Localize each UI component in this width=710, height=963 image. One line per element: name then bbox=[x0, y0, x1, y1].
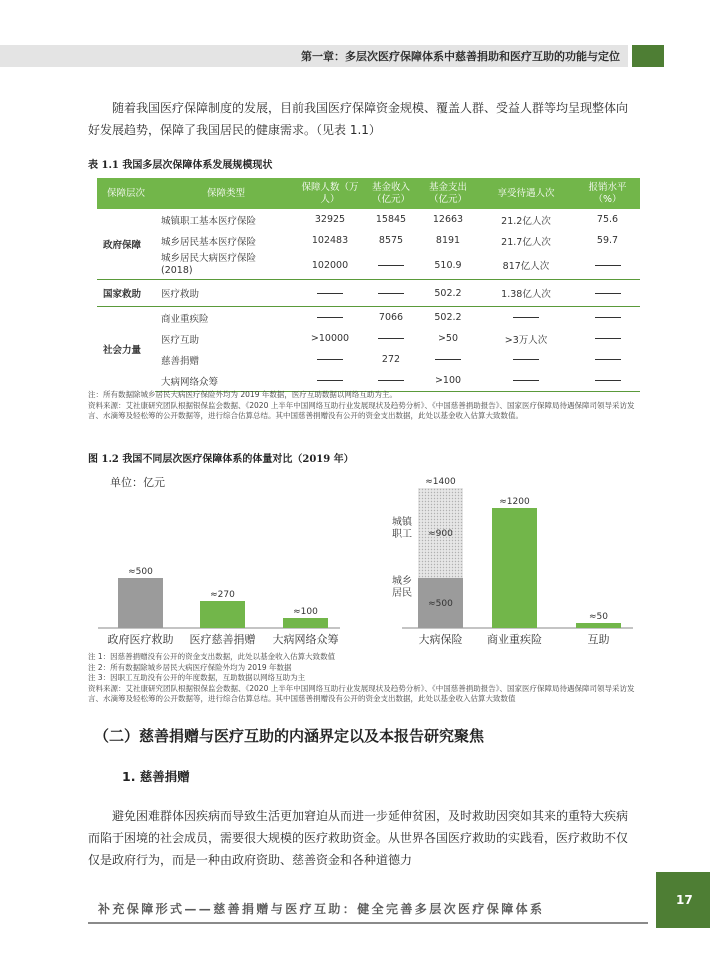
dash-cell bbox=[575, 349, 640, 370]
cell bbox=[155, 251, 297, 280]
cell: 城乡居民基本医疗保险 bbox=[161, 236, 257, 248]
cell: 502.2 bbox=[419, 280, 477, 307]
group-government: 政府保障 bbox=[103, 240, 142, 251]
figure-note: 资料来源：艾社康研究团队根据银保监会数据、《2020 上半年中国网络互助行业发展现状及趋势分析》、《中国慈善捐助报告》、国家医疗保障局待遇保障司领导采访发言、水滴筹及轻松筹的公开数据等，进行综合估算总结。其中国慈善捐赠没有公开的资金支出数据，此处以基金收入估算大致数值 bbox=[88, 683, 635, 703]
figure-note: 注 1：因慈善捐赠没有公开的资金支出数据，此处以基金收入估算大致数值 bbox=[88, 652, 336, 661]
table-note: 资料来源：艾社康研究团队根据银保监会数据、《2020 上半年中国网络互助行业发展现状及趋势分析》、《中国慈善捐助报告》、国家医疗保障局待遇保障司领导采访发言、水滴筹及轻松筹的公开数据等，进行综合估算总结。其中国慈善捐赠没有公开的资金支出数据，此处以基金收入估算大致数值。 bbox=[88, 400, 635, 420]
value-label: ≈270 bbox=[210, 590, 235, 600]
table-note: 注：所有数据除城乡居民大病医疗保险外均为 2019 年数据，医疗互助数据以网络互助为主。 bbox=[88, 390, 397, 399]
header-tab bbox=[632, 45, 664, 67]
table-row bbox=[97, 307, 640, 329]
bar bbox=[118, 578, 163, 628]
unit-label: 单位：亿元 bbox=[110, 476, 165, 489]
bar bbox=[200, 601, 245, 628]
volume-comparison-chart bbox=[88, 470, 648, 650]
segment-label-top: ≈900 bbox=[428, 529, 453, 539]
series-label-urban-worker: 城镇职工 bbox=[392, 517, 412, 540]
dash-cell bbox=[363, 280, 419, 307]
cell: 12663 bbox=[432, 214, 464, 225]
dash-cell bbox=[297, 280, 363, 307]
dash-cell bbox=[575, 307, 640, 329]
figure-note: 注 3：因职工互助没有公开的年度数据，互助数据以网络互助为主 bbox=[88, 673, 306, 682]
col-header: 享受待遇人次 bbox=[477, 178, 575, 209]
cell: 慈善捐赠 bbox=[161, 355, 200, 367]
cell: 102000 bbox=[311, 259, 349, 271]
dash-cell bbox=[477, 349, 575, 370]
cell: 7066 bbox=[363, 307, 419, 329]
cell: >3万人次 bbox=[504, 334, 548, 346]
dash-cell bbox=[363, 251, 419, 280]
cell: 21.7亿人次 bbox=[501, 236, 551, 248]
cell: 医疗互助 bbox=[161, 334, 200, 346]
figure-caption: 图 1.2 我国不同层次医疗保障体系的体量对比（2019 年） bbox=[88, 454, 354, 465]
intro-paragraph: 随着我国医疗保障制度的发展，目前我国医疗保障资金规模、覆盖人群、受益人群等均呈现整体向好发展趋势，保障了我国居民的健康需求。（见表 1.1） bbox=[88, 101, 629, 137]
value-label: ≈100 bbox=[293, 607, 318, 617]
cell-line: (2018) bbox=[161, 265, 193, 276]
table-row bbox=[97, 251, 640, 280]
cell: 大病网络众筹 bbox=[155, 370, 297, 392]
dash-cell bbox=[297, 307, 363, 329]
category-label: 大病网络众筹 bbox=[272, 633, 339, 646]
dash-cell bbox=[297, 370, 363, 392]
page-number: 17 bbox=[676, 893, 693, 907]
table-row bbox=[97, 280, 640, 307]
dash-cell bbox=[419, 349, 477, 370]
dash-cell bbox=[575, 328, 640, 349]
table-row bbox=[97, 370, 640, 392]
col-header: 基金收入（亿元） bbox=[363, 178, 419, 209]
bar bbox=[576, 623, 621, 628]
cell: 商业重疾险 bbox=[155, 307, 297, 329]
book-title: 补充保障形式——慈善捐赠与医疗互助：健全完善多层次医疗保障体系 bbox=[98, 902, 545, 916]
table-row bbox=[97, 209, 640, 230]
value-label: ≈1200 bbox=[499, 497, 530, 507]
development-scale-table bbox=[97, 178, 640, 392]
cell: 59.7 bbox=[596, 235, 619, 246]
cell: 32925 bbox=[314, 214, 346, 225]
category-label: 商业重疾险 bbox=[487, 633, 542, 646]
cell: 272 bbox=[381, 354, 401, 365]
dash-cell bbox=[575, 251, 640, 280]
segment-label-bottom: ≈500 bbox=[428, 599, 453, 609]
cell: 1.38亿人次 bbox=[477, 280, 575, 307]
cell: 502.2 bbox=[419, 307, 477, 329]
table-row bbox=[97, 328, 640, 349]
group-national-aid: 国家救助 bbox=[97, 280, 155, 307]
cell: 510.9 bbox=[434, 259, 462, 271]
series-label-urban-rural: 城乡居民 bbox=[392, 576, 412, 599]
cell: >10000 bbox=[310, 333, 350, 344]
table-row bbox=[97, 230, 640, 251]
cell: 75.6 bbox=[596, 214, 619, 225]
cell: 21.2亿人次 bbox=[501, 215, 551, 227]
cell: 15845 bbox=[375, 214, 407, 225]
col-header: 保障人数（万人） bbox=[297, 178, 363, 209]
table-row bbox=[97, 349, 640, 370]
dash-cell bbox=[477, 370, 575, 392]
chapter-title: 第一章：多层次医疗保障体系中慈善捐助和医疗互助的功能与定位 bbox=[301, 50, 620, 63]
dash-cell bbox=[297, 349, 363, 370]
dash-cell bbox=[575, 280, 640, 307]
cell: 817亿人次 bbox=[502, 261, 550, 272]
cell: >50 bbox=[437, 333, 459, 344]
dash-cell bbox=[363, 328, 419, 349]
category-label: 互助 bbox=[587, 633, 610, 646]
bar bbox=[492, 508, 537, 628]
section-heading: （二）慈善捐赠与医疗互助的内涵界定以及本报告研究聚焦 bbox=[94, 727, 485, 745]
footer-rule bbox=[88, 922, 648, 924]
table-caption: 表 1.1 我国多层次保障体系发展规模现状 bbox=[88, 160, 273, 171]
cell: 医疗救助 bbox=[155, 280, 297, 307]
category-label: 政府医疗救助 bbox=[107, 633, 174, 646]
value-label: ≈500 bbox=[128, 567, 153, 577]
col-header: 基金支出（亿元） bbox=[419, 178, 477, 209]
cell: 城镇职工基本医疗保险 bbox=[161, 215, 257, 227]
table-header-row bbox=[97, 178, 640, 209]
category-label: 大病保险 bbox=[418, 633, 463, 646]
figure-note: 注 2：所有数据除城乡居民大病医疗保险外均为 2019 年数据 bbox=[88, 662, 292, 672]
col-header: 报销水平（%） bbox=[575, 178, 640, 209]
section-subheading: 1. 慈善捐赠 bbox=[122, 769, 190, 784]
cell: 8191 bbox=[435, 235, 461, 246]
category-label: 医疗慈善捐赠 bbox=[189, 633, 256, 646]
dash-cell bbox=[575, 370, 640, 392]
group-social: 社会力量 bbox=[97, 307, 155, 392]
cell: 102483 bbox=[311, 235, 349, 246]
section-paragraph: 避免困难群体因疾病而导致生活更加窘迫从而进一步延伸贫困，及时救助因突如其来的重特大疾病而陷于困境的社会成员，需要很大规模的医疗救助资金。从世界各国医疗救助的实践看，医疗救助不仅仅是政府行为，而是一种由政府资助、慈善资金和各种道德力 bbox=[88, 809, 629, 867]
cell-line: 城乡居民大病医疗保险 bbox=[161, 253, 257, 264]
cell: 8575 bbox=[378, 235, 404, 246]
cell: >100 bbox=[419, 370, 477, 392]
col-header: 保障层次 bbox=[97, 178, 155, 209]
col-header: 保障类型 bbox=[155, 178, 297, 209]
table-notes bbox=[88, 390, 648, 422]
dash-cell bbox=[477, 307, 575, 329]
bar bbox=[283, 618, 328, 628]
dash-cell bbox=[363, 370, 419, 392]
value-label: ≈50 bbox=[589, 612, 608, 622]
value-label: ≈1400 bbox=[425, 477, 456, 487]
figure-notes bbox=[88, 652, 648, 705]
